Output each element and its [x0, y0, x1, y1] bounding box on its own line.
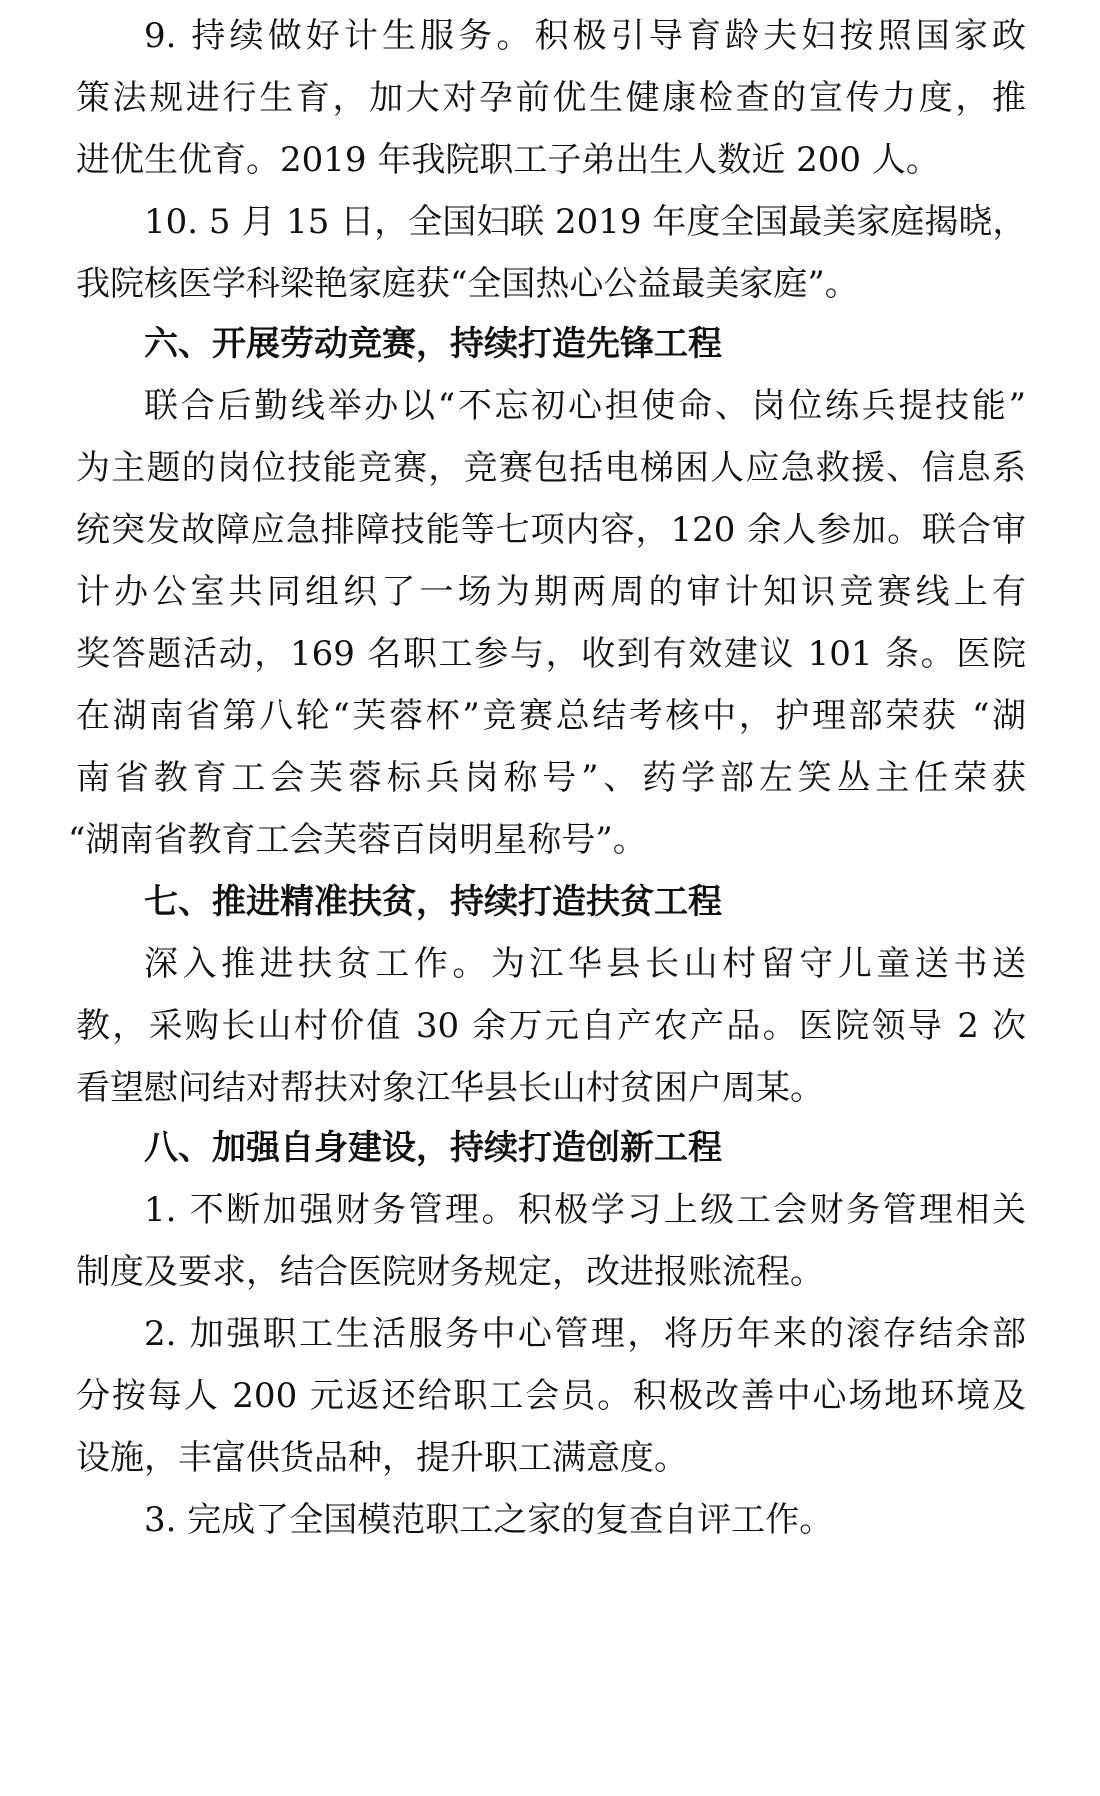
- item-9-line-3: 进优生优育。2019 年我院职工子弟出生人数近 200 人。: [76, 140, 940, 180]
- section-6-line-6: 在湖南省第八轮“芙蓉杯”竞赛总结考核中，护理部荣获 “湖: [76, 696, 1026, 736]
- section-6-line-2: 为主题的岗位技能竞赛，竞赛包括电梯困人应急救援、信息系: [76, 448, 1026, 488]
- item-10-line-1: 10. 5 月 15 日，全国妇联 2019 年度全国最美家庭揭晓，: [144, 202, 1026, 242]
- item-9-line-2: 策法规进行生育，加大对孕前优生健康检查的宣传力度，推: [76, 78, 1026, 118]
- item-9-line-1: 9. 持续做好计生服务。积极引导育龄夫妇按照国家政: [144, 16, 1026, 56]
- section-6-line-8: “湖南省教育工会芙蓉百岗明星称号”。: [68, 820, 647, 860]
- section-6-heading: 六、开展劳动竞赛，持续打造先锋工程: [144, 324, 722, 364]
- section-6-line-4: 计办公室共同组织了一场为期两周的审计知识竞赛线上有: [76, 572, 1026, 612]
- section-6-line-3: 统突发故障应急排障技能等七项内容，120 余人参加。联合审: [76, 510, 1026, 550]
- section-8-heading: 八、加强自身建设，持续打造创新工程: [144, 1128, 722, 1168]
- section-7-line-2: 教，采购长山村价值 30 余万元自产农产品。医院领导 2 次: [76, 1006, 1026, 1046]
- section-7-line-3: 看望慰问结对帮扶对象江华县长山村贫困户周某。: [76, 1068, 824, 1108]
- section-6-line-5: 奖答题活动，169 名职工参与，收到有效建议 101 条。医院: [76, 634, 1026, 674]
- section-7-heading: 七、推进精准扶贫，持续打造扶贫工程: [144, 882, 722, 922]
- item-10-line-2: 我院核医学科梁艳家庭获“全国热心公益最美家庭”。: [76, 264, 859, 304]
- section-8-item-2-line-2: 分按每人 200 元返还给职工会员。积极改善中心场地环境及: [76, 1376, 1026, 1416]
- section-8-item-2-line-3: 设施，丰富供货品种，提升职工满意度。: [76, 1438, 688, 1478]
- section-6-line-7: 南省教育工会芙蓉标兵岗称号”、药学部左笑丛主任荣获: [76, 758, 1026, 798]
- section-8-item-1-line-2: 制度及要求，结合医院财务规定，改进报账流程。: [76, 1252, 824, 1292]
- section-7-line-1: 深入推进扶贫工作。为江华县长山村留守儿童送书送: [144, 944, 1026, 984]
- section-6-line-1: 联合后勤线举办以“不忘初心担使命、岗位练兵提技能”: [144, 386, 1026, 426]
- section-8-item-2-line-1: 2. 加强职工生活服务中心管理，将历年来的滚存结余部: [144, 1314, 1026, 1354]
- section-8-item-1-line-1: 1. 不断加强财务管理。积极学习上级工会财务管理相关: [144, 1190, 1026, 1230]
- section-8-item-3-line-1: 3. 完成了全国模范职工之家的复查自评工作。: [144, 1500, 834, 1540]
